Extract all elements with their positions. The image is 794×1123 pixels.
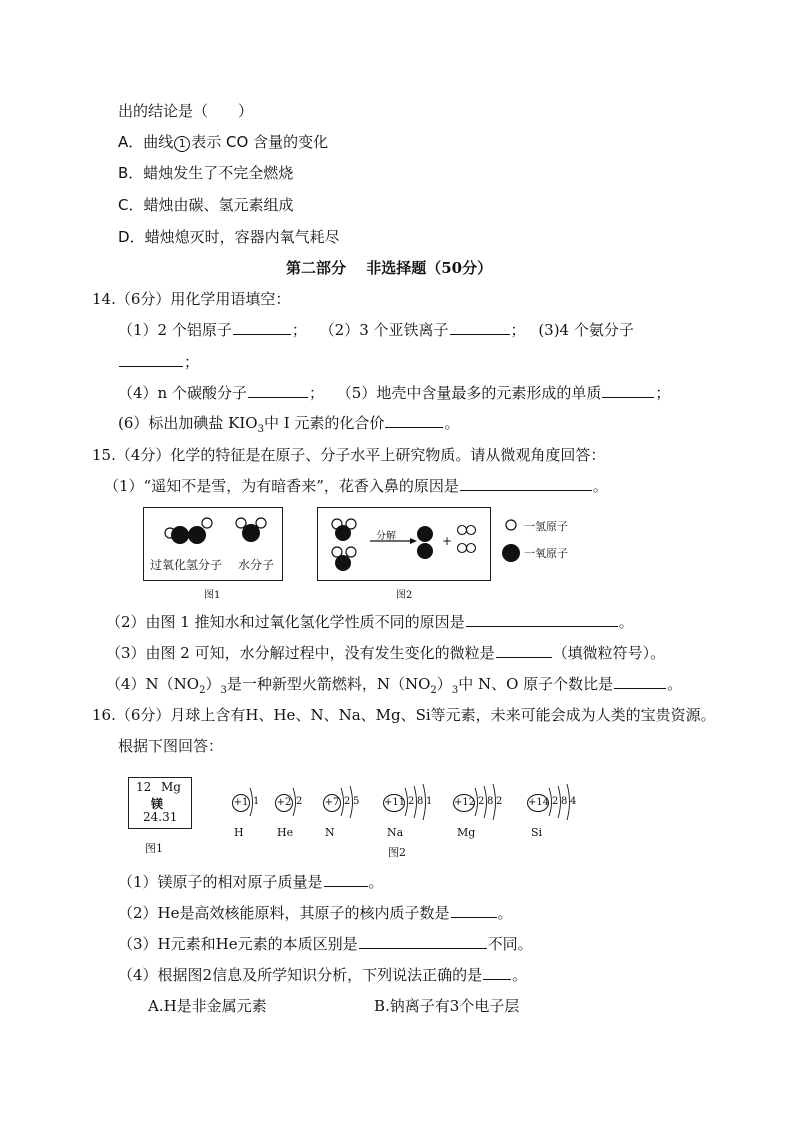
q13-option-a: A．曲线 1 表示 CO 含量的变化 xyxy=(118,133,329,151)
h-atom xyxy=(256,518,266,528)
shell-electron-count: 4 xyxy=(570,796,577,807)
figure1-molecules-box xyxy=(143,507,283,581)
shell-electron-count: 8 xyxy=(417,796,424,807)
shell-electron-count: 1 xyxy=(426,796,433,807)
legend-h-symbol xyxy=(506,520,516,530)
arrow-label: 分解 xyxy=(376,531,396,542)
shell-electron-count: 2 xyxy=(344,796,351,807)
answer-blank xyxy=(248,383,308,398)
o-atom xyxy=(417,543,433,559)
answer-blank xyxy=(385,413,443,428)
q16-part2: （2）He是高效核能原料，其原子的核内质子数是 。 xyxy=(118,904,513,922)
atom-symbol-n: N xyxy=(325,826,335,839)
q16-heading: 16.（6分）月球上含有H、He、N、Na、Mg、Si等元素，未来可能会成为人类的宝贵资源。 xyxy=(92,706,716,724)
atom-symbol-h: H xyxy=(234,826,244,839)
q15-part2: （2）由图 1 推知水和过氧化氢化学性质不同的原因是 。 xyxy=(106,613,634,631)
nucleus-mg: +12 xyxy=(453,794,475,812)
q16-option-a: A.H是非金属元素 xyxy=(148,997,267,1015)
legend-o-label: 一氧原子 xyxy=(524,547,568,560)
section-title: 第二部分 非选择题（50分） xyxy=(286,259,493,277)
atomic-mass: 24.31 xyxy=(143,810,178,824)
nucleus-na: +11 xyxy=(383,794,405,812)
legend-symbols xyxy=(502,518,522,578)
label-h2o: 水分子 xyxy=(238,558,275,572)
atom-symbol-mg: Mg xyxy=(457,826,476,839)
answer-blank xyxy=(602,383,654,398)
q16-part3: （3）H元素和He元素的本质区别是 不同。 xyxy=(118,935,533,953)
shell-electron-count: 2 xyxy=(408,796,415,807)
figure2-caption: 图2 xyxy=(396,590,413,601)
figure2-decomposition-box xyxy=(317,507,491,581)
o-atom xyxy=(188,526,206,544)
nucleus-n: +7 xyxy=(323,794,341,812)
answer-blank xyxy=(450,320,510,335)
legend-o-symbol xyxy=(502,544,520,562)
shell-electron-count: 2 xyxy=(552,796,559,807)
shell-electron-count: 2 xyxy=(296,796,303,807)
q16-sub: 根据下图回答： xyxy=(118,737,224,755)
q16-part4: （4）根据图2信息及所学知识分析，下列说法正确的是 。 xyxy=(118,966,528,984)
answer-blank xyxy=(483,965,511,980)
legend-h-label: 一氢原子 xyxy=(524,520,568,533)
q15-part1: （1）“遥知不是雪，为有暗香来”，花香入鼻的原因是 。 xyxy=(104,477,608,495)
h-atom xyxy=(467,526,476,535)
figure1-caption: 图1 xyxy=(204,590,221,601)
circled-number-1: 1 xyxy=(174,136,190,152)
o-atom xyxy=(335,555,351,571)
q15-heading: 15.（4分）化学的特征是在原子、分子水平上研究物质。请从微观角度回答： xyxy=(92,446,606,464)
h-atom xyxy=(467,544,476,553)
atom-symbol-na: Na xyxy=(387,826,404,839)
nucleus-h: +1 xyxy=(232,794,250,812)
answer-blank xyxy=(359,934,487,949)
q13-option-c: C．蜡烛由碳、氢元素组成 xyxy=(118,196,294,214)
reaction-arrow-head xyxy=(410,538,417,544)
q16-part1: （1）镁原子的相对原子质量是 。 xyxy=(118,873,384,891)
q15-part3: （3）由图 2 可知，水分解过程中，没有发生变化的微粒是 （填微粒符号）。 xyxy=(106,644,666,662)
q14-heading: 14.（6分）用化学用语填空： xyxy=(92,290,291,308)
answer-blank xyxy=(233,320,291,335)
element-card-mg xyxy=(128,777,192,829)
shell-electron-count: 5 xyxy=(353,796,360,807)
h-atom xyxy=(202,518,212,528)
o-atom xyxy=(171,526,189,544)
q15-part4: $(4)N(NO_2)_3$是一种新型火箭燃料，$N(NO_2)_3$中 N、O 原子个数比是 。 xyxy=(106,675,683,696)
atom-symbol-he: He xyxy=(277,826,294,839)
q16-option-b: B.钠离子有3个电子层 xyxy=(374,997,520,1015)
atomic-number: 12 xyxy=(136,780,152,794)
q14-part6: (6）标出加碘盐 $KIO_3$中 I 元素的化合价 。 xyxy=(118,414,460,435)
shell-electron-count: 2 xyxy=(478,796,485,807)
answer-blank xyxy=(324,872,368,887)
answer-blank xyxy=(614,674,666,689)
q16-figure2-caption: 图2 xyxy=(388,846,406,859)
answer-blank xyxy=(496,643,552,658)
q13-option-d: D．蜡烛熄灭时，容器内氧气耗尽 xyxy=(118,228,340,246)
plus-sign: + xyxy=(442,534,453,548)
q13-stem-tail: 出的结论是（ ） xyxy=(118,102,254,120)
h-atom xyxy=(236,518,246,528)
q13-option-b: B．蜡烛发生了不完全燃烧 xyxy=(118,164,294,182)
q14-part3-blank: ； xyxy=(118,352,199,372)
shell-electron-count: 2 xyxy=(496,796,503,807)
o-atom xyxy=(417,526,433,542)
h-atom xyxy=(346,547,356,557)
shell-electron-count: 1 xyxy=(253,796,260,807)
answer-blank xyxy=(119,352,183,367)
shell-electron-count: 8 xyxy=(561,796,568,807)
q14-part4-5: （4）n 个碳酸分子 ； （5）地壳中含量最多的元素形成的单质 ； xyxy=(118,384,671,402)
q14-part1-3: （1）2 个铝原子 ； （2）3 个亚铁离子 ； (3)4 个氨分子 xyxy=(118,321,634,339)
element-name: 镁 xyxy=(151,797,164,811)
h-atom xyxy=(458,544,467,553)
o-atom xyxy=(335,525,351,541)
answer-blank xyxy=(460,476,592,491)
figure2-reaction-svg xyxy=(318,508,490,580)
shell-electron-count: 8 xyxy=(487,796,494,807)
nucleus-he: +2 xyxy=(275,794,293,812)
answer-blank xyxy=(466,612,618,627)
nucleus-si: +14 xyxy=(527,794,549,812)
q16-figure1-caption: 图1 xyxy=(145,842,163,855)
atom-symbol-si: Si xyxy=(531,826,543,839)
answer-blank xyxy=(451,903,497,918)
h-atom xyxy=(458,526,467,535)
element-symbol: Mg xyxy=(161,780,181,794)
o-atom xyxy=(242,524,260,542)
label-h2o2: 过氧化氢分子 xyxy=(150,558,223,572)
